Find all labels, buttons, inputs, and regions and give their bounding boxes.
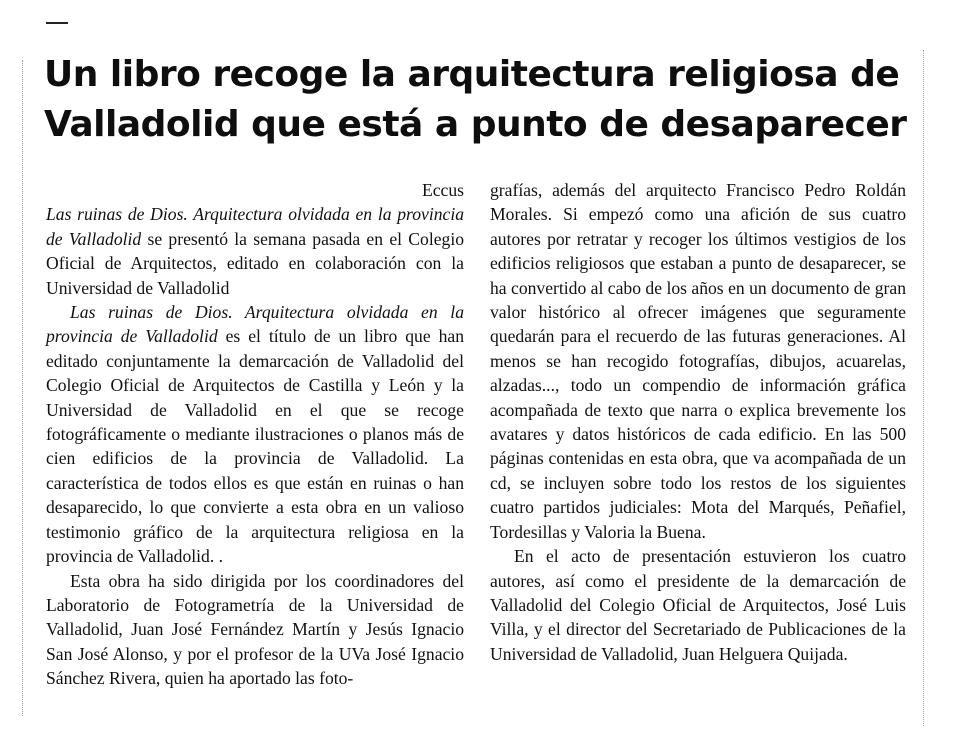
article-column-left [46, 178, 464, 691]
article-lead [46, 202, 464, 300]
article-headline: Un libro recoge la arquitectura religiosa de Valladolid que está a punto de desaparecer [44, 54, 907, 145]
page-top-rule [46, 22, 68, 24]
left-margin-line [22, 60, 23, 716]
lead-book-title: Las ruinas de Dios. Arquitectura olvidada en la provincia de Valladolid [46, 204, 464, 249]
paragraph-1-text: es el título de un libro que han editado conjuntamente la demarcación de Valladolid del Colegio Oficial de Arquitectos de Castilla y León y la Universidad de Valladolid en el que se recoge fotográficamente o mediante ilustraciones o planos más de cien edificios de la provincia de Valladolid. La característica de todos ellos es que están en ruinas o han desaparecido, lo que convierte a esta obra en un valioso testimonio gráfico de la arquitectura religiosa en la provincia de Valladolid. . [46, 326, 464, 567]
lead-text: se presentó la semana pasada en el Colegio Oficial de Arquitectos, editado en colaboración con la Universidad de Valladolid [46, 228, 464, 298]
article-paragraph-1 [46, 300, 464, 568]
article-byline: Eccus [421, 180, 464, 200]
right-margin-line [923, 50, 924, 726]
paragraph-1-book-title: Las ruinas de Dios. Arquitectura olvidada en la provincia de Valladolid [46, 302, 464, 347]
article-paragraph-3: En el acto de presentación estuvieron los cuatro autores, así como el presidente de la demarcación de Valladolid del Colegio Oficial de Arquitectos, José Luis Villa, y el director del Secretariado de Publicaciones de la Universidad de Valladolid, Juan Helguera Quijada. [490, 546, 906, 664]
article-column-right [490, 178, 906, 666]
article-paragraph-2-continued: grafías, además del arquitecto Francisco Pedro Roldán Morales. Si empezó como una afición de sus cuatro autores por retratar y recoger los últimos vestigios de los edificios religiosos que estaban a punto de desaparecer, se ha convertido al cabo de los años en un documento de gran valor histórico al ofrecer imágenes que seguramente quedarán para el recuerdo de las futuras generaciones. Al menos se han recogido fotografías, dibujos, acuarelas, alzadas..., todo un compendio de información gráfica acompañada de texto que narra o explica brevemente los avatares y datos históricos de cada edificio. En las 500 páginas contenidas en esta obra, que va acompañada de un cd, se incluyen sobre todo los restos de los siguientes cuatro partidos judiciales: Mota del Marqués, Peñafiel, Tordesillas y Valoria la Buena. [490, 180, 906, 542]
article-paragraph-2: Esta obra ha sido dirigida por los coordinadores del Laboratorio de Fotogrametría de la Universidad de Valladolid, Juan José Fernández Martín y Jesús Ignacio San José Alonso, y por el profesor de la UVa José Ignacio Sánchez Rivera, quien ha aportado las foto- [46, 570, 464, 689]
